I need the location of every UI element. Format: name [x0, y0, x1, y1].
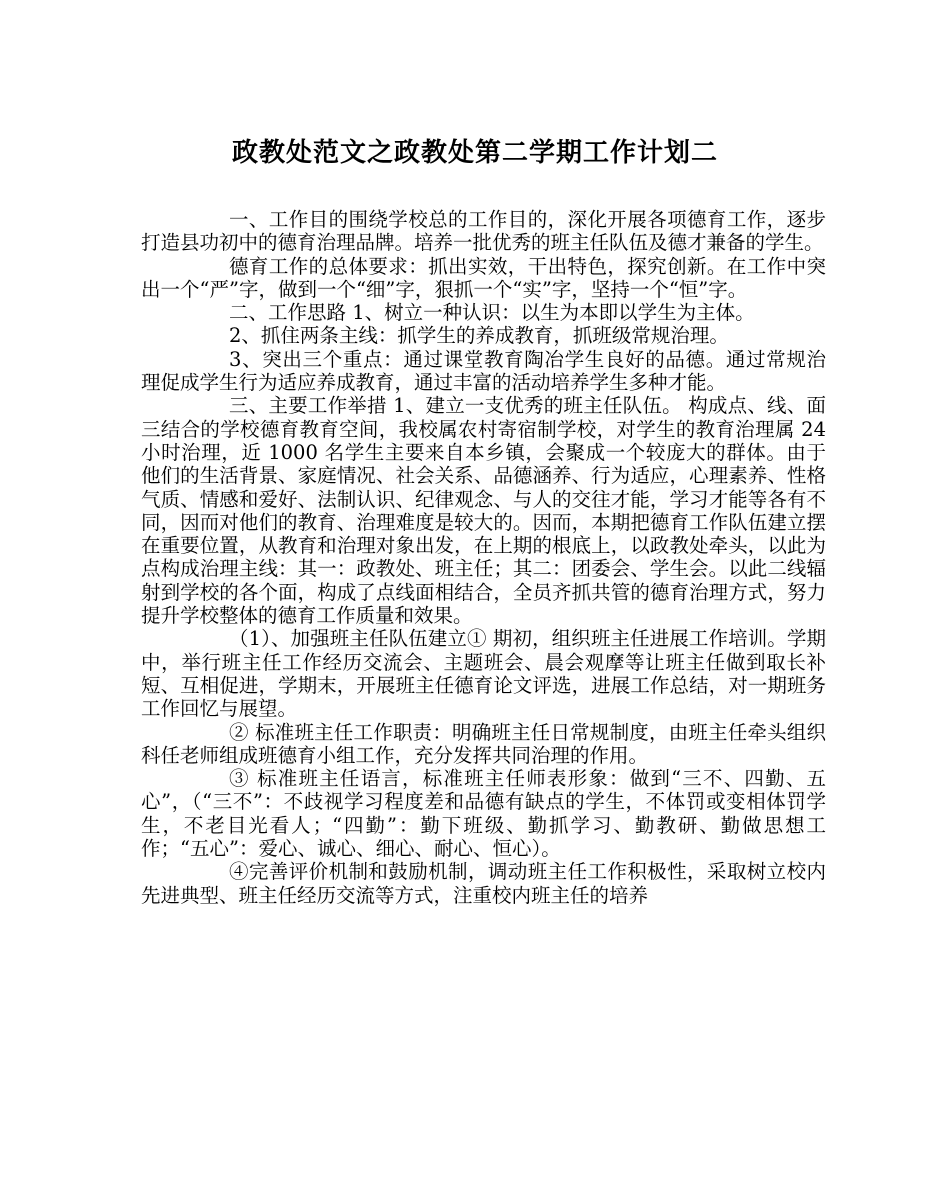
paragraph-work-approach: 二、工作思路 1、树立一种认识：以生为本即以学生为主体。 [229, 301, 755, 325]
paragraph-overall-requirements: 德育工作的总体要求：抓出实效，干出特色，探究创新。在工作中突出一个“严”字，做到一个“细”字，狠抓一个“实”字，坚持一个“恒”字。 [141, 254, 826, 301]
document-body [141, 208, 826, 907]
paragraph-evaluation-mechanism: ④完善评价机制和鼓励机制，调动班主任工作积极性，采取树立校内先进典型、班主任经历交流等方式，注重校内班主任的培养 [141, 860, 826, 907]
paragraph-two-main-lines: 2、抓住两条主线：抓学生的养成教育，抓班级常规治理。 [229, 324, 729, 348]
paragraph-work-goal: 一、工作目的围绕学校总的工作目的，深化开展各项德育工作，逐步打造县功初中的德育治理品牌。培养一批优秀的班主任队伍及德才兼备的学生。 [141, 208, 826, 255]
paragraph-three-focus-points: 3、突出三个重点：通过课堂教育陶冶学生良好的品德。通过常规治理促成学生行为适应养成教育，通过丰富的活动培养学生多种才能。 [141, 347, 826, 395]
paragraph-main-measures: 三、主要工作举措 1、建立一支优秀的班主任队伍。 构成点、线、面三结合的学校德育教育空间，我校属农村寄宿制学校，对学生的教育治理属 24 小时治理，近 1000 名学生主要来自本乡镇，会聚成一个较庞大的群体。由于他们的生活背景、家庭情况、社会关系、品德涵养、行为适应，心理素养、性格气质、情感和爱好、法制认识、纪律观念、与人的交往才能，学习才能等各有不同，因而对他们的教育、治理难度是较大的。因而，本期把德育工作队伍建立摆在重要位置，从教育和治理对象出发，在上期的根底上，以政教处牵头，以此为点构成治理主线：其一：政教处、班主任；其二：团委会、学生会。以此二线辐射到学校的各个面，构成了点线面相结合，全员齐抓共管的德育治理方式，努力提升学校整体的德育工作质量和效果。 [141, 394, 826, 628]
document-title: 政教处范文之政教处第二学期工作计划二 [231, 138, 718, 168]
paragraph-teacher-duties: ② 标准班主任工作职责：明确班主任日常规制度，由班主任牵头组织科任老师组成班德育小组工作，充分发挥共同治理的作用。 [141, 720, 826, 767]
paragraph-teacher-team-building: （1）、加强班主任队伍建立① 期初，组织班主任进展工作培训。学期中，举行班主任工作经历交流会、主题班会、晨会观摩等让班主任做到取长补短、互相促进，学期末，开展班主任德育论文评选，进展工作总结，对一期班务工作回忆与展望。 [141, 627, 826, 721]
paragraph-teacher-language: ③ 标准班主任语言，标准班主任师表形象：做到“三不、四勤、五心”，（“三不”：不歧视学习程度差和品德有缺点的学生，不体罚或变相体罚学生，不老目光看人；“四勤”：勤下班级、勤抓学习、勤教研、勤做思想工作；“五心”：爱心、诚心、细心、耐心、恒心）。 [141, 767, 826, 861]
